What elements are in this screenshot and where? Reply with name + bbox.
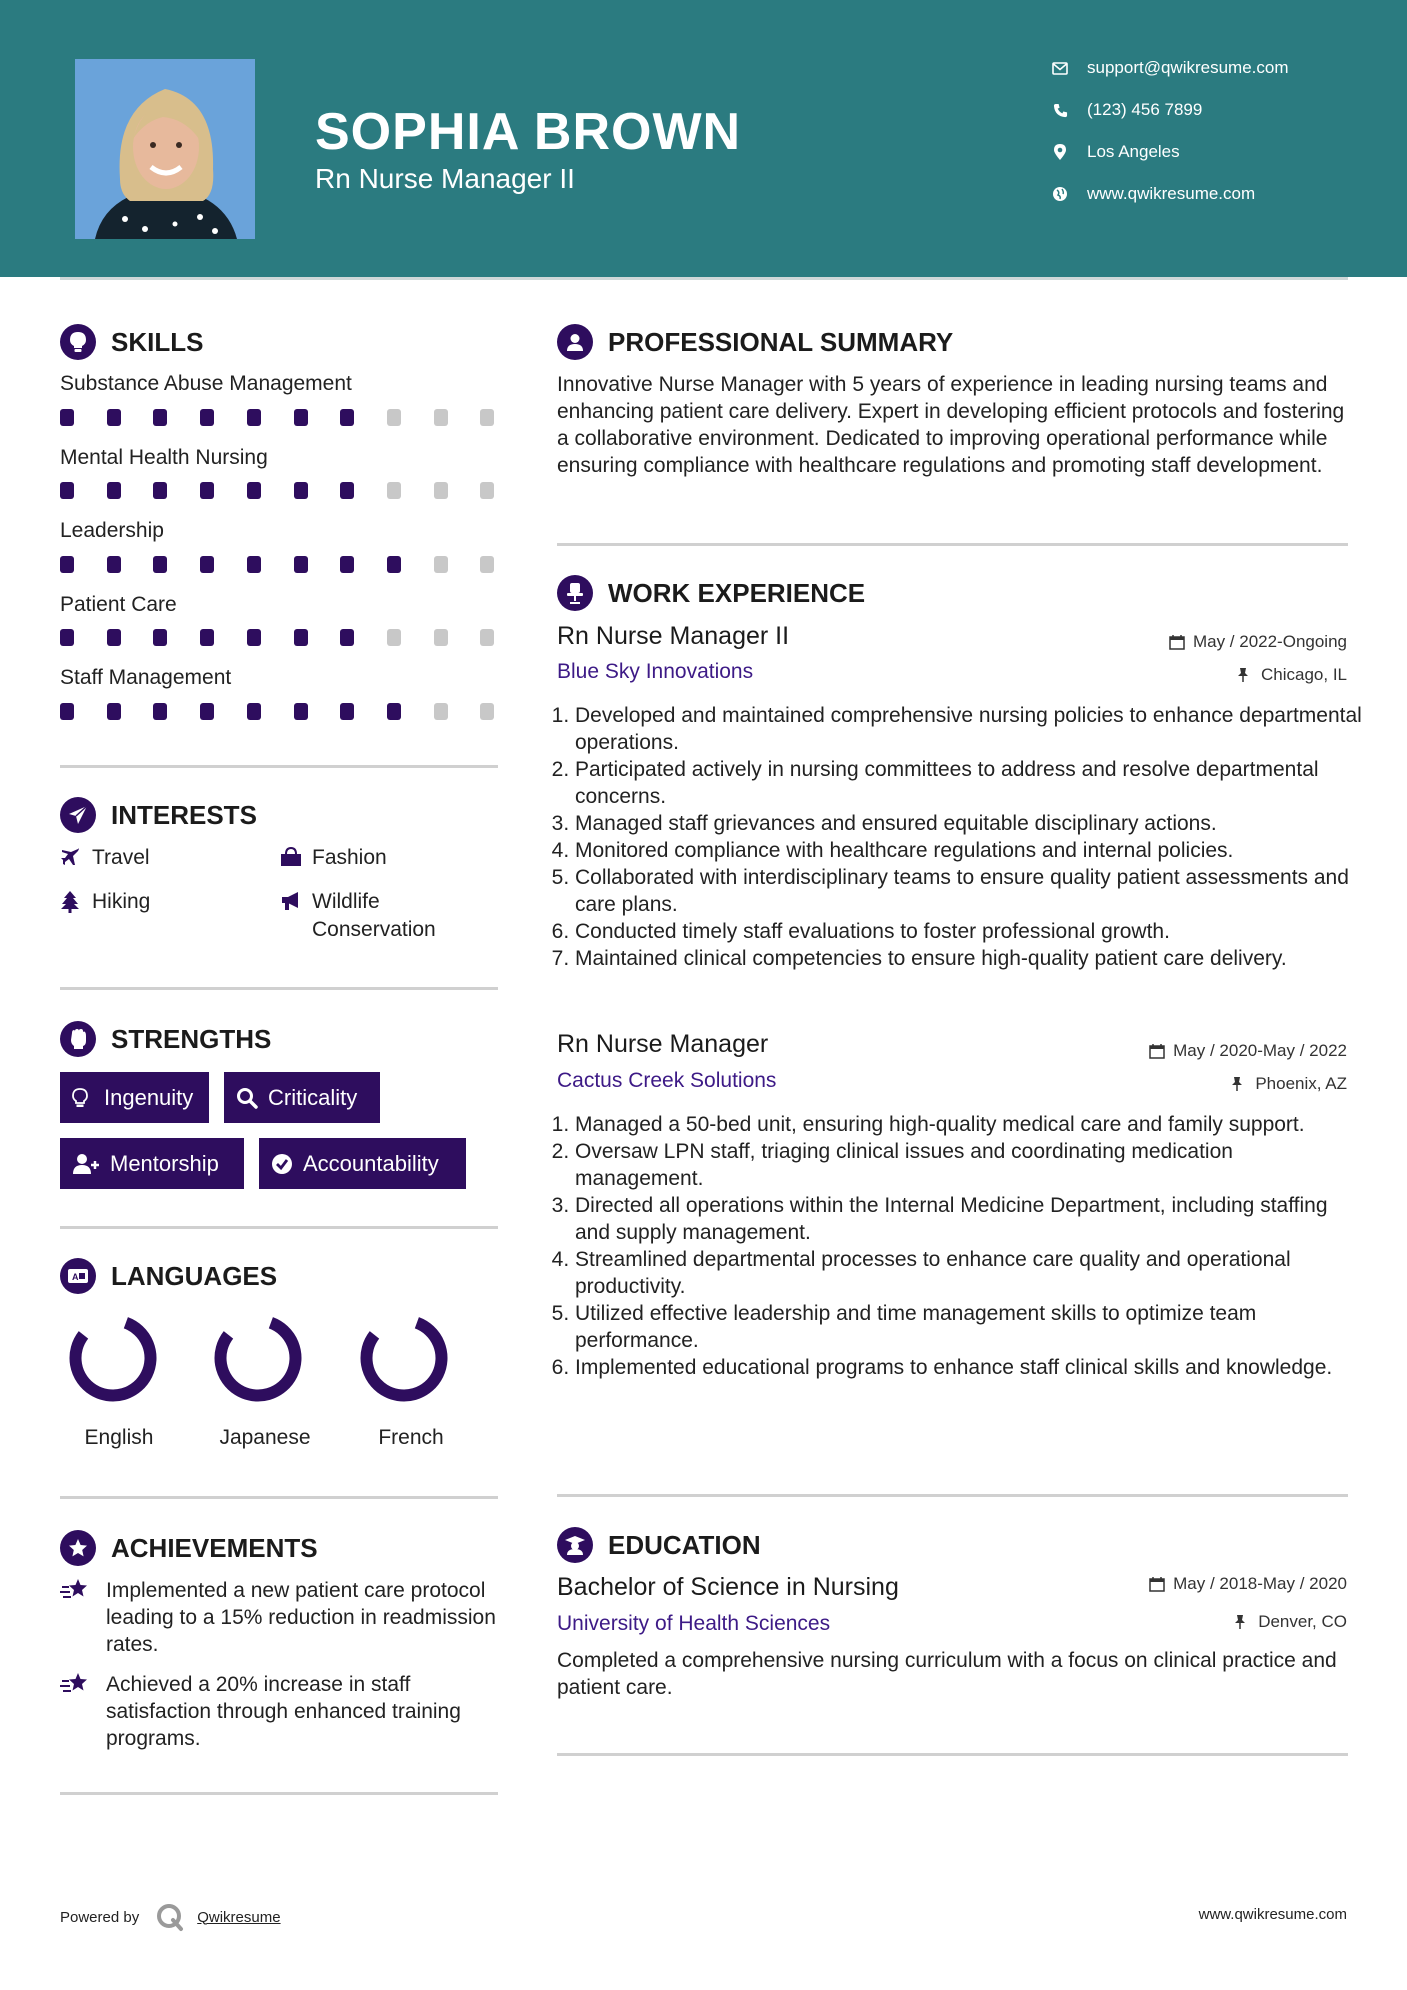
job-bullet: 5. Utilized effective leadership and time management skills to optimize team performance. bbox=[575, 1300, 1365, 1354]
skill-dot bbox=[60, 482, 74, 499]
skill-dot bbox=[387, 482, 401, 499]
section-divider bbox=[60, 765, 498, 768]
skill-name: Patient Care bbox=[60, 593, 177, 616]
achievements-heading: ACHIEVEMENTS bbox=[60, 1530, 318, 1566]
footer-brand-link[interactable]: Qwikresume bbox=[197, 1908, 281, 1926]
achievement-item: Implemented a new patient care protocol leading to a 15% reduction in readmission rates. bbox=[60, 1577, 500, 1658]
education-location: Denver, CO bbox=[1234, 1612, 1347, 1632]
achievement-item: Achieved a 20% increase in staff satisfaction through enhanced training programs. bbox=[60, 1671, 500, 1752]
skill-dot bbox=[340, 556, 354, 573]
job-bullet: 6. Conducted timely staff evaluations to foster professional growth. bbox=[575, 918, 1365, 945]
skill-rating bbox=[60, 409, 500, 427]
bullhorn-icon bbox=[280, 891, 302, 913]
summary-text: Innovative Nurse Manager with 5 years of experience in leading nursing teams and enhancing patient care delivery. Expert in developing efficient protocols and fostering a collaborative environment. Dedicated to improving operational performance while ensuring compliance with healthcare regulations and promoting staff development. bbox=[557, 373, 1345, 477]
language-level-ring bbox=[68, 1313, 158, 1403]
job-bullet: 3. Directed all operations within the Internal Medicine Department, including staffing and supply management. bbox=[575, 1192, 1365, 1246]
skill-dot bbox=[247, 409, 261, 426]
star-badge-icon bbox=[60, 1530, 96, 1566]
language-label: English bbox=[84, 1426, 154, 1449]
map-pin-icon bbox=[1050, 142, 1070, 162]
qwikresume-logo-icon bbox=[155, 1902, 185, 1932]
job-title: Rn Nurse Manager II bbox=[557, 622, 790, 650]
skill-dot bbox=[107, 482, 121, 499]
shooting-star-icon bbox=[60, 1577, 90, 1603]
skill-dot bbox=[294, 556, 308, 573]
interest-item: Fashion bbox=[280, 844, 387, 872]
section-divider bbox=[60, 1792, 498, 1795]
calendar-icon bbox=[1149, 1576, 1165, 1592]
skill-dot bbox=[247, 703, 261, 720]
strength-chip: Criticality bbox=[224, 1072, 380, 1123]
skill-rating bbox=[60, 556, 500, 574]
contact-website[interactable] bbox=[1050, 184, 1255, 204]
contact-email[interactable] bbox=[1050, 58, 1289, 78]
skill-dot bbox=[200, 703, 214, 720]
skill-dot bbox=[434, 629, 448, 646]
job-bullet: 3. Managed staff grievances and ensured equitable disciplinary actions. bbox=[575, 810, 1365, 837]
strengths-heading: STRENGTHS bbox=[60, 1021, 271, 1057]
skill-dot bbox=[247, 556, 261, 573]
strength-chip: Ingenuity bbox=[60, 1072, 209, 1123]
job-bullet: 4. Streamlined departmental processes to enhance care quality and operational productivity. bbox=[575, 1246, 1365, 1300]
language-level-arc bbox=[221, 1323, 296, 1396]
skill-dot bbox=[294, 629, 308, 646]
skill-dot bbox=[153, 482, 167, 499]
contact-phone[interactable] bbox=[1050, 100, 1202, 120]
language-level-arc bbox=[367, 1323, 442, 1396]
pushpin-icon bbox=[1234, 1614, 1250, 1630]
job-location: Phoenix, AZ bbox=[1231, 1074, 1347, 1094]
lightbulb-icon bbox=[60, 324, 96, 360]
job-company: Cactus Creek Solutions bbox=[557, 1069, 777, 1092]
contact-location-text: Los Angeles bbox=[1087, 142, 1180, 161]
education-degree: Bachelor of Science in Nursing bbox=[557, 1573, 899, 1601]
lightbulb-icon bbox=[72, 1087, 94, 1109]
skill-dot bbox=[294, 409, 308, 426]
interest-item: Travel bbox=[60, 844, 150, 872]
skill-dot bbox=[107, 409, 121, 426]
experience-heading: WORK EXPERIENCE bbox=[557, 575, 865, 611]
skill-dot bbox=[340, 409, 354, 426]
skill-dot bbox=[153, 409, 167, 426]
shopping-bag-icon bbox=[280, 847, 302, 869]
skill-dot bbox=[294, 703, 308, 720]
search-icon bbox=[236, 1087, 258, 1109]
contact-location bbox=[1050, 142, 1180, 162]
contact-website-text: www.qwikresume.com bbox=[1087, 184, 1256, 203]
skill-dot bbox=[387, 409, 401, 426]
skill-dot bbox=[480, 556, 494, 573]
paper-plane-icon bbox=[60, 797, 96, 833]
envelope-icon bbox=[1050, 58, 1070, 78]
plane-icon bbox=[60, 847, 82, 869]
skill-dot bbox=[60, 556, 74, 573]
job-location: Chicago, IL bbox=[1237, 665, 1347, 685]
language-level-ring bbox=[359, 1313, 449, 1403]
skill-dot bbox=[480, 629, 494, 646]
education-text: Completed a comprehensive nursing curriculum with a focus on clinical practice and patient care. bbox=[557, 1649, 1337, 1699]
skill-dot bbox=[434, 703, 448, 720]
candidate-title: Rn Nurse Manager II bbox=[315, 163, 575, 194]
skill-dot bbox=[247, 482, 261, 499]
skill-dot bbox=[107, 629, 121, 646]
education-dates: May / 2018-May / 2020 bbox=[1149, 1574, 1347, 1594]
shooting-star-icon bbox=[60, 1671, 90, 1697]
skill-dot bbox=[294, 482, 308, 499]
skill-dot bbox=[340, 482, 354, 499]
summary-heading: PROFESSIONAL SUMMARY bbox=[557, 324, 953, 360]
profile-photo bbox=[75, 59, 255, 239]
graduate-icon bbox=[557, 1527, 593, 1563]
skill-dot bbox=[60, 629, 74, 646]
skill-dot bbox=[60, 409, 74, 426]
calendar-icon bbox=[1149, 1043, 1165, 1059]
skill-dot bbox=[153, 629, 167, 646]
skill-dot bbox=[153, 703, 167, 720]
skill-dot bbox=[200, 556, 214, 573]
skill-dot bbox=[247, 629, 261, 646]
skill-dot bbox=[480, 482, 494, 499]
skill-name: Mental Health Nursing bbox=[60, 446, 268, 469]
skill-name: Leadership bbox=[60, 519, 164, 542]
raised-fist-icon bbox=[60, 1021, 96, 1057]
skill-dot bbox=[434, 409, 448, 426]
language-label: Japanese bbox=[219, 1426, 311, 1449]
skill-rating bbox=[60, 482, 500, 500]
job-title: Rn Nurse Manager bbox=[557, 1030, 769, 1058]
skill-dot bbox=[200, 409, 214, 426]
languages-heading: A LANGUAGES bbox=[60, 1258, 277, 1294]
skill-dot bbox=[200, 629, 214, 646]
education-school: University of Health Sciences bbox=[557, 1612, 831, 1635]
interest-item: Wildlife Conservation bbox=[280, 888, 480, 944]
section-divider bbox=[557, 1494, 1348, 1497]
tree-icon bbox=[60, 891, 82, 913]
skill-dot bbox=[480, 703, 494, 720]
job-bullets bbox=[557, 1111, 1365, 1381]
job-bullet: 7. Maintained clinical competencies to ensure high-quality patient care delivery. bbox=[575, 945, 1365, 972]
skill-dot bbox=[434, 556, 448, 573]
section-divider bbox=[60, 1226, 498, 1229]
skill-dot bbox=[387, 556, 401, 573]
skill-name: Substance Abuse Management bbox=[60, 372, 352, 395]
skill-name: Staff Management bbox=[60, 666, 232, 689]
language-label: French bbox=[378, 1426, 444, 1449]
job-bullet: 1. Managed a 50-bed unit, ensuring high-quality medical care and family support. bbox=[575, 1111, 1365, 1138]
skill-dot bbox=[107, 703, 121, 720]
skill-dot bbox=[387, 703, 401, 720]
strength-chip: Accountability bbox=[259, 1138, 466, 1189]
candidate-name: SOPHIA BROWN bbox=[315, 103, 742, 161]
job-bullet: 6. Implemented educational programs to enhance staff clinical skills and knowledge. bbox=[575, 1354, 1365, 1381]
contact-email-text: support@qwikresume.com bbox=[1087, 58, 1289, 77]
job-company: Blue Sky Innovations bbox=[557, 660, 754, 683]
skill-dot bbox=[200, 482, 214, 499]
office-chair-icon bbox=[557, 575, 593, 611]
skill-rating bbox=[60, 629, 500, 647]
section-divider bbox=[60, 987, 498, 990]
phone-icon bbox=[1050, 100, 1070, 120]
job-bullet: 2. Participated actively in nursing committees to address and resolve departmental concerns. bbox=[575, 756, 1365, 810]
job-bullet: 1. Developed and maintained comprehensive nursing policies to enhance departmental operations. bbox=[575, 702, 1365, 756]
skill-dot bbox=[434, 482, 448, 499]
skill-dot bbox=[340, 629, 354, 646]
job-bullet: 2. Oversaw LPN staff, triaging clinical issues and coordinating medication management. bbox=[575, 1138, 1365, 1192]
footer-website[interactable]: www.qwikresume.com bbox=[1198, 1906, 1347, 1923]
interest-item: Hiking bbox=[60, 888, 150, 916]
language-level-ring bbox=[213, 1313, 303, 1403]
svg-text:A: A bbox=[72, 1272, 79, 1282]
calendar-icon bbox=[1169, 634, 1185, 650]
skill-dot bbox=[153, 556, 167, 573]
job-bullet: 5. Collaborated with interdisciplinary teams to ensure quality patient assessments and care plans. bbox=[575, 864, 1365, 918]
education-heading: EDUCATION bbox=[557, 1527, 761, 1563]
job-bullet: 4. Monitored compliance with healthcare regulations and internal policies. bbox=[575, 837, 1365, 864]
footer-powered-by: Powered by Qwikresume bbox=[60, 1902, 281, 1932]
contact-phone-text: (123) 456 7899 bbox=[1087, 100, 1203, 119]
globe-icon bbox=[1050, 184, 1070, 204]
job-dates: May / 2022-Ongoing bbox=[1169, 632, 1347, 652]
pushpin-icon bbox=[1231, 1076, 1247, 1092]
skill-dot bbox=[480, 409, 494, 426]
job-bullets bbox=[557, 702, 1365, 972]
strength-chip: Mentorship bbox=[60, 1138, 244, 1189]
check-circle-icon bbox=[271, 1153, 293, 1175]
language-icon bbox=[60, 1258, 96, 1294]
skill-dot bbox=[340, 703, 354, 720]
pushpin-icon bbox=[1237, 667, 1253, 683]
section-divider bbox=[60, 1496, 498, 1499]
job-dates: May / 2020-May / 2022 bbox=[1149, 1041, 1347, 1061]
interests-heading: INTERESTS bbox=[60, 797, 257, 833]
section-divider bbox=[557, 1753, 1348, 1756]
skills-heading: SKILLS bbox=[60, 324, 203, 360]
skill-dot bbox=[107, 556, 121, 573]
skill-rating bbox=[60, 703, 500, 721]
skill-dot bbox=[60, 703, 74, 720]
user-plus-icon bbox=[72, 1153, 100, 1175]
language-level-arc bbox=[76, 1323, 151, 1396]
skill-dot bbox=[387, 629, 401, 646]
header-divider bbox=[60, 277, 1348, 280]
section-divider bbox=[557, 543, 1348, 546]
user-circle-icon bbox=[557, 324, 593, 360]
